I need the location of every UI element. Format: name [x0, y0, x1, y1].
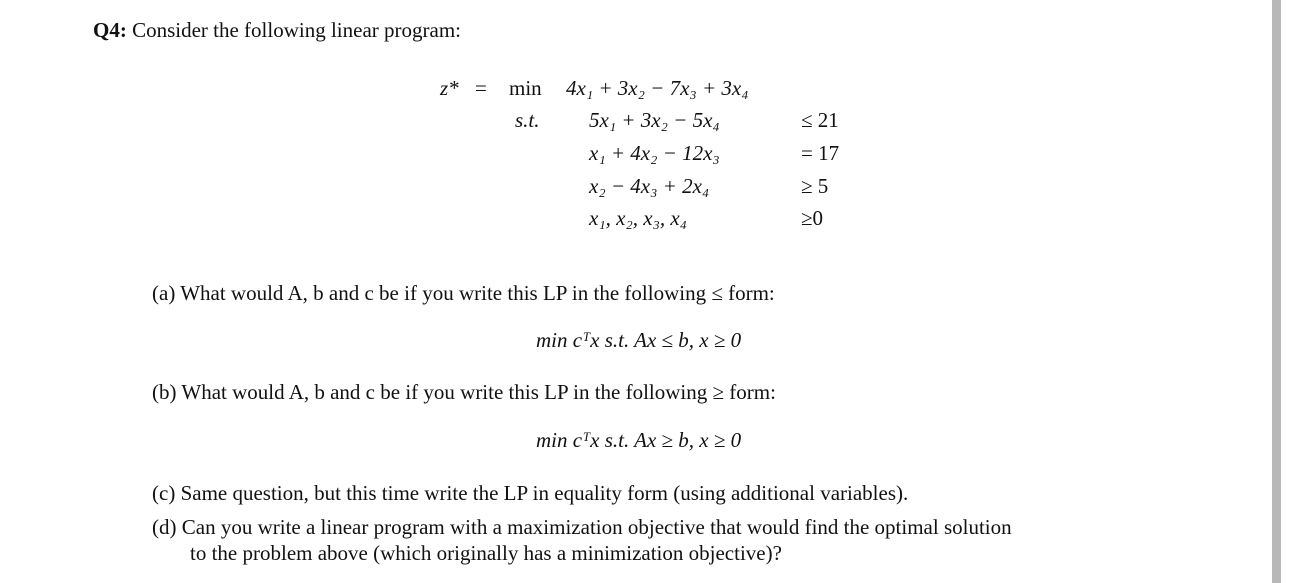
constraint-4-rhs: ≥0: [801, 206, 824, 230]
part-c: [152, 481, 908, 506]
part-d-label: (d): [152, 515, 177, 539]
part-a-label: (a): [152, 281, 176, 305]
objective-lhs: z*: [440, 76, 459, 100]
constraint-4-expression: x₁, x₂, x₃, x₄: [589, 206, 687, 230]
constraint-1-rhs: ≤ 21: [801, 108, 839, 132]
part-d: [152, 515, 1012, 540]
subject-to-label: s.t.: [515, 108, 540, 132]
part-c-text: Same question, but this time write the LP in equality form (using additional variables).: [180, 481, 909, 505]
part-b: [152, 380, 776, 405]
constraint-3-expression: x₂ − 4x₃ + 2x₄: [589, 174, 710, 198]
part-b-label: (b): [152, 380, 177, 404]
part-d-text: Can you write a linear program with a maximization objective that would find the optimal solution: [181, 515, 1012, 539]
constraint-3-rhs: ≥ 5: [801, 174, 829, 198]
part-b-display-formula: min cᵀx s.t. Ax ≥ b, x ≥ 0: [536, 428, 742, 452]
question-intro: Consider the following linear program:: [132, 18, 462, 42]
constraint-2-rhs: = 17: [801, 141, 840, 165]
question-heading: [93, 18, 461, 43]
part-c-label: (c): [152, 481, 176, 505]
constraint-2-expression: x₁ + 4x₂ − 12x₃: [589, 141, 720, 165]
part-a-text: What would A, b and c be if you write this LP in the following ≤ form:: [180, 281, 775, 305]
constraint-1-expression: 5x₁ + 3x₂ − 5x₄: [589, 108, 720, 132]
part-b-text: What would A, b and c be if you write this LP in the following ≥ form:: [181, 380, 776, 404]
min-keyword: min: [509, 76, 542, 100]
part-d-text-continued: to the problem above (which originally has a minimization objective)?: [190, 541, 782, 565]
question-label: Q4:: [93, 18, 127, 42]
objective-expression: 4x₁ + 3x₂ − 7x₃ + 3x₄: [566, 76, 749, 100]
objective-equals: =: [475, 76, 487, 100]
part-a: [152, 281, 775, 306]
part-a-display-formula: min cᵀx s.t. Ax ≤ b, x ≥ 0: [536, 328, 742, 352]
page-scrollbar[interactable]: [1272, 0, 1281, 583]
